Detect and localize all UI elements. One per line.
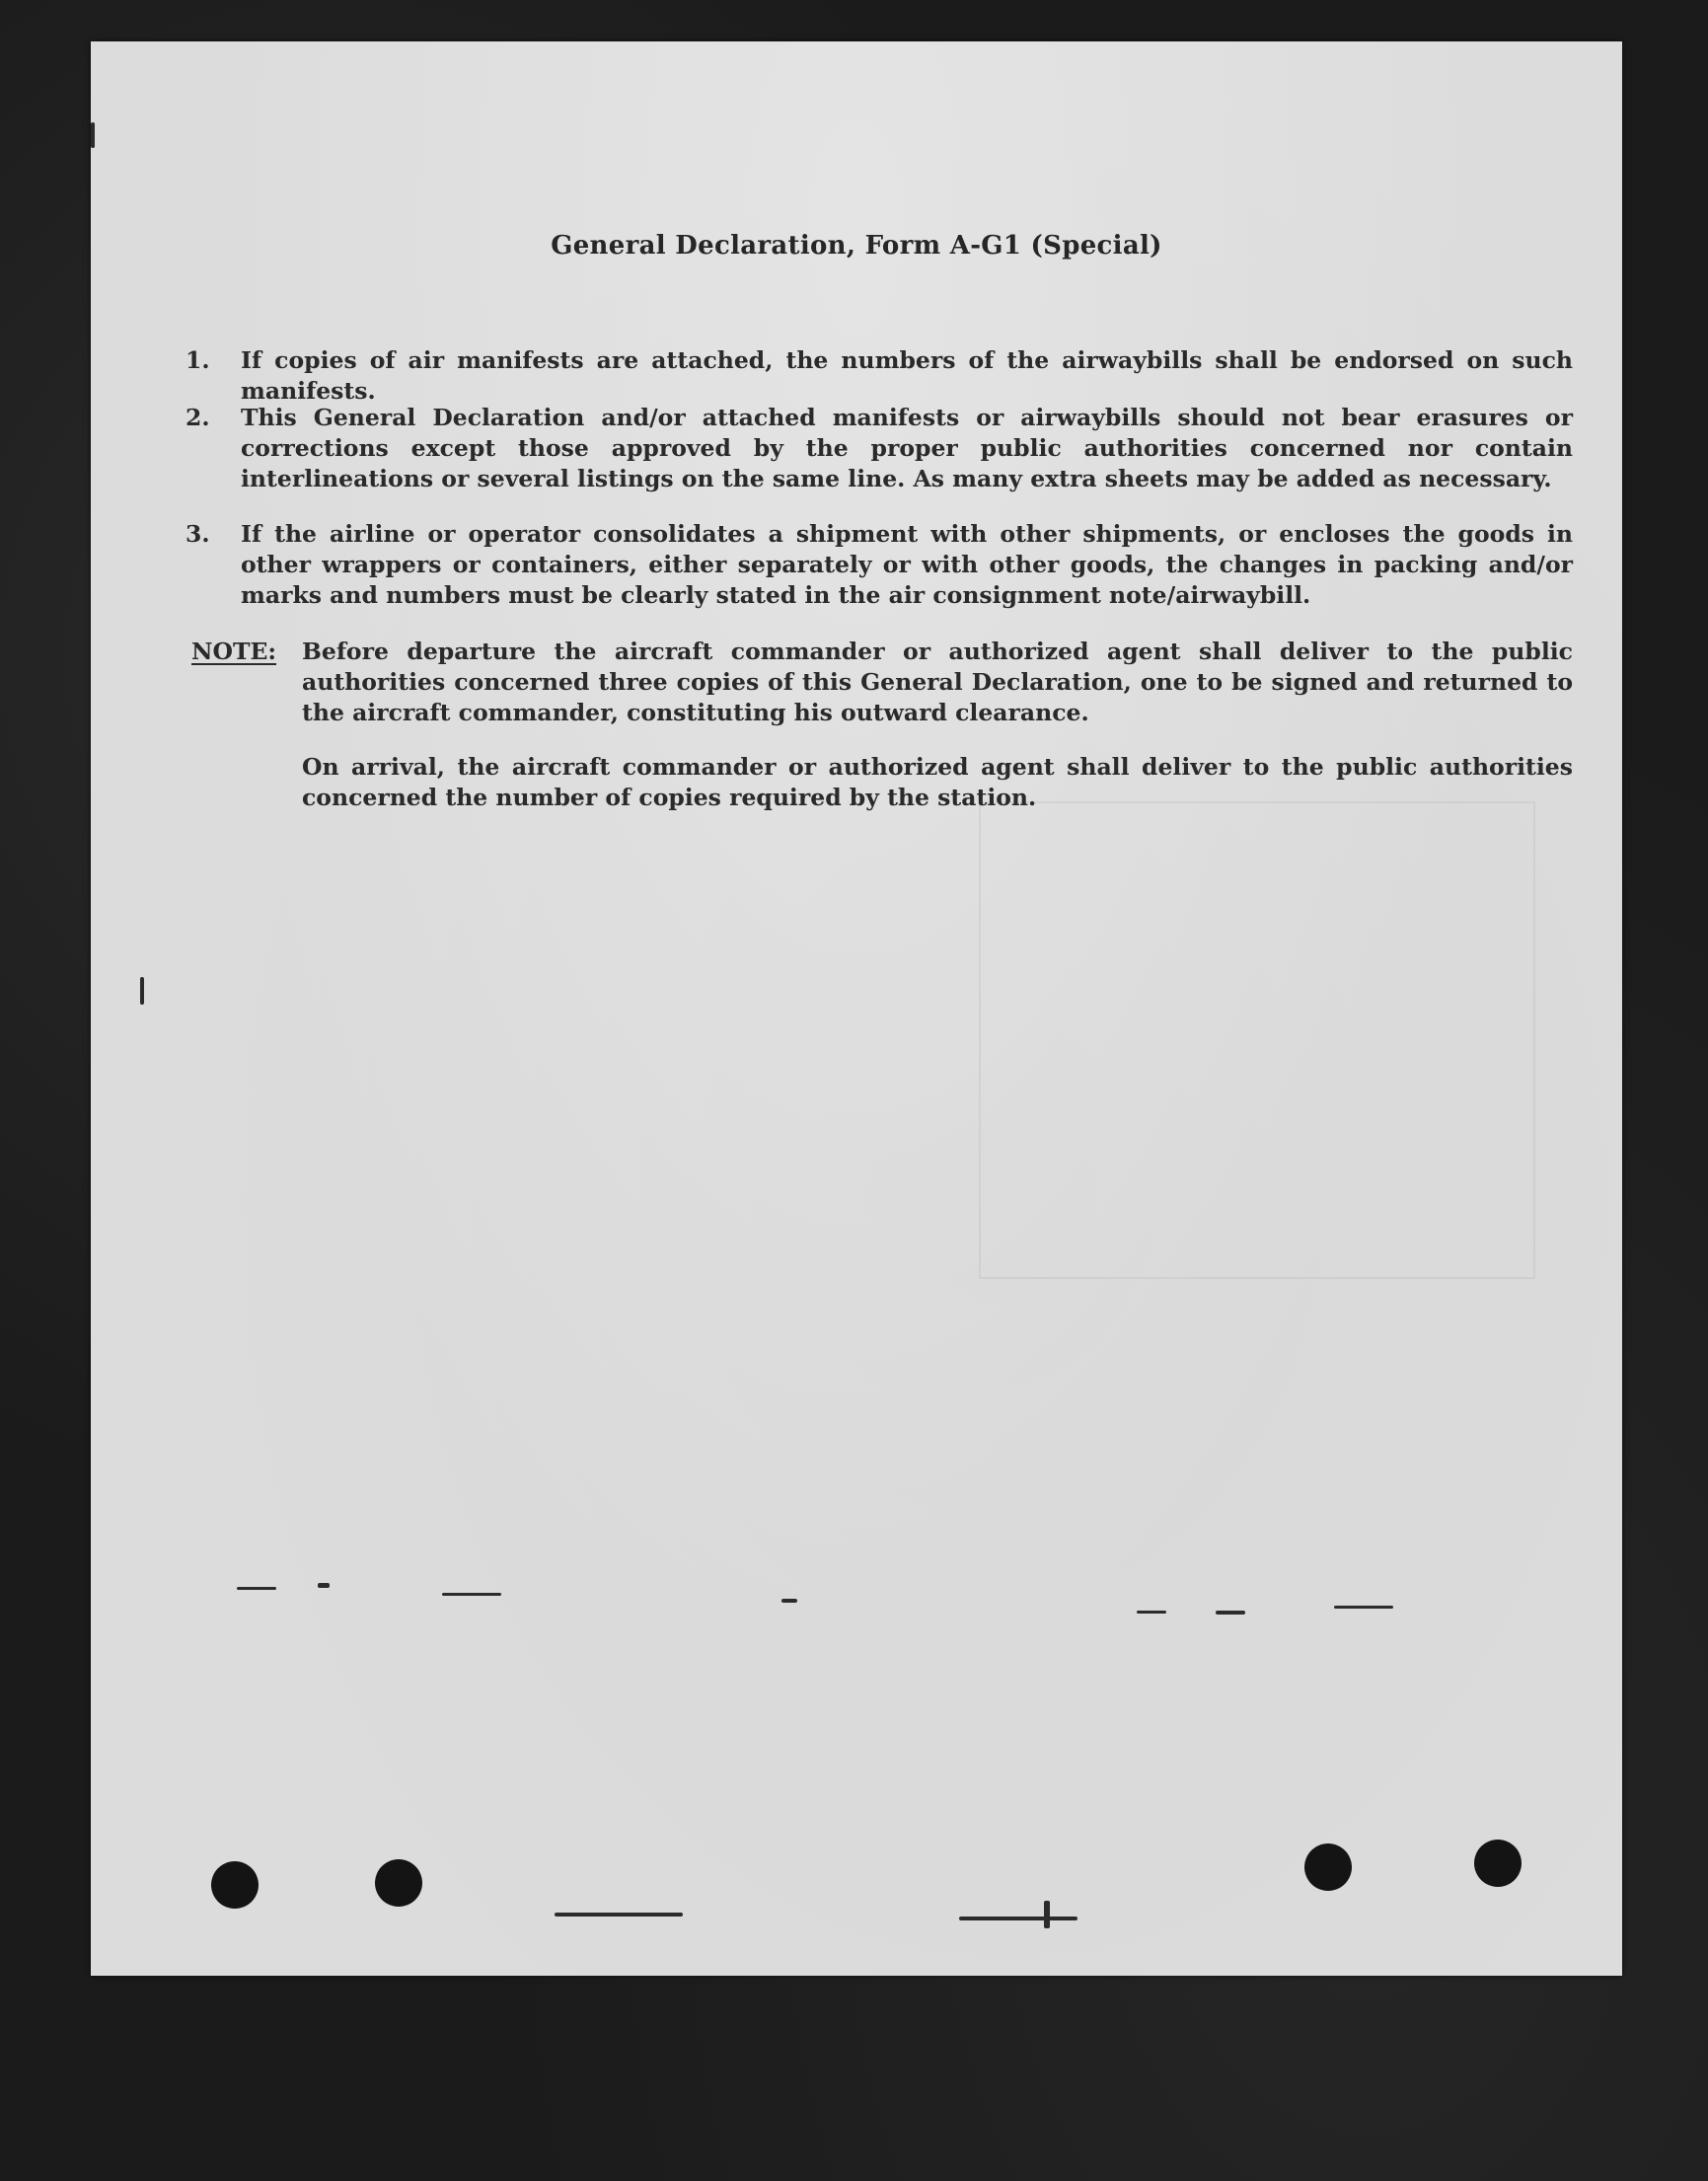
item-text: If the airline or operator consolidates a shipment with other shipments, or encloses the goods in other wrappers or containers, either separately or with other goods, the changes in packing and/or marks and numbers must be clearly stated in the air consignment note/airwaybill. [241,520,1573,609]
instruction-item-3 [186,519,1573,611]
item-number: 2. [186,404,210,431]
bleed-through-box [979,801,1535,1279]
instruction-item-2 [186,403,1573,494]
punch-hole [375,1859,422,1907]
item-text: This General Declaration and/or attached manifests or airwaybills should not bear erasures or corrections except those approved by the proper public authorities concerned nor contain interlineations or several listings on the same line. As many extra sheets may be added as necessary. [241,404,1573,492]
scan-speck [555,1913,683,1917]
punch-hole [1304,1843,1352,1891]
note-section [191,637,1573,813]
document-title: General Declaration, Form A-G1 (Special) [551,231,1162,261]
item-number: 1. [186,346,210,374]
document-sheet [91,41,1622,1976]
scan-speck [1044,1901,1050,1928]
scan-speck [1334,1606,1393,1609]
note-label: NOTE: [191,638,277,665]
scan-speck [442,1593,501,1596]
item-number: 3. [186,520,210,548]
scan-speck [318,1583,330,1588]
scan-speck [959,1917,1077,1920]
scan-speck [140,977,144,1005]
scan-speck [781,1599,797,1603]
punch-hole [1474,1840,1522,1887]
scan-speck [91,122,95,148]
scan-speck [237,1587,276,1590]
item-text: If copies of air manifests are attached, the numbers of the airwaybills shall be endorsed on such manifests. [241,346,1573,405]
instruction-item-1 [186,345,1573,407]
punch-hole [211,1861,259,1909]
note-paragraph-1: Before departure the aircraft commander or authorized agent shall deliver to the public authorities concerned three copies of this General Declaration, one to be signed and returned to the aircraft commander, constituting his outward clearance. [302,638,1573,726]
note-paragraph-2: On arrival, the aircraft commander or authorized agent shall deliver to the public authorities concerned the number of copies required by the station. [302,753,1573,811]
scan-speck [1137,1611,1166,1614]
scan-speck [1216,1611,1245,1615]
